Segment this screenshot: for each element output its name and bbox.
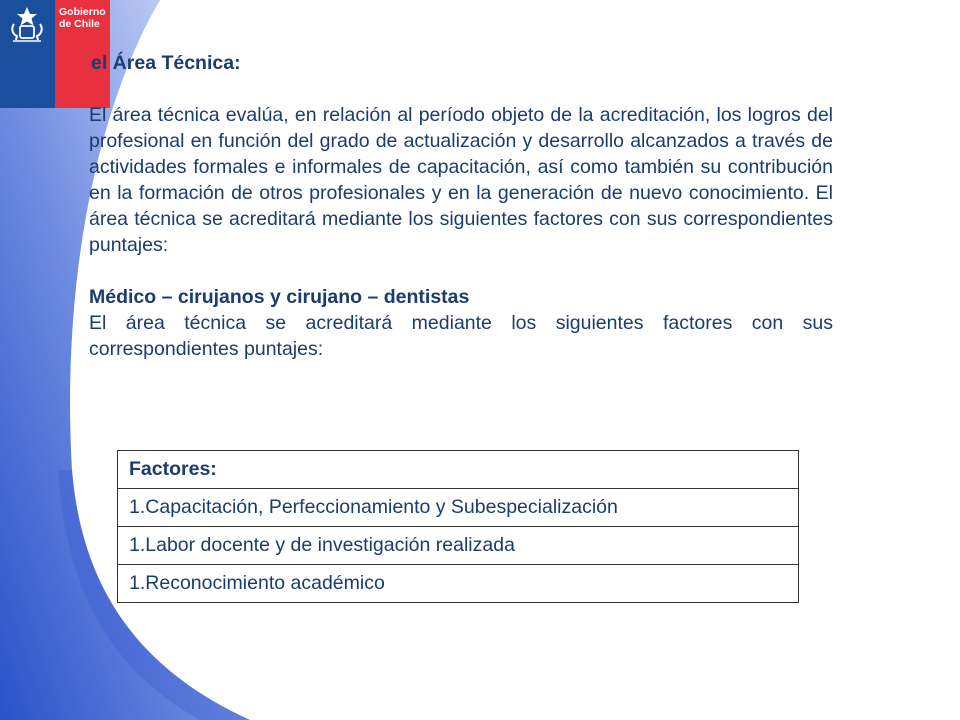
table-row bbox=[118, 489, 799, 527]
table-cell: 1.Reconocimiento académico bbox=[118, 565, 799, 603]
table-cell: 1.Capacitación, Perfeccionamiento y Subespecialización bbox=[118, 489, 799, 527]
sub-paragraph: El área técnica se acreditará mediante los siguientes factores con sus correspondientes puntajes: bbox=[89, 312, 833, 360]
coat-of-arms-icon bbox=[6, 4, 48, 44]
logo-text bbox=[59, 6, 106, 30]
logo-text-line2: de Chile bbox=[59, 18, 100, 30]
table-row bbox=[118, 527, 799, 565]
intro-paragraph: El área técnica evalúa, en relación al período objeto de la acreditación, los logros del profesional en función del grado de actualización y desarrollo alcanzados a través de actividades formales e informales de capacitación, así como también su contribución en la formación de otros profesionales y en la generación de nuevo conocimiento. El área técnica se acreditará mediante los siguientes factores con sus correspondientes puntajes: bbox=[89, 104, 833, 256]
factors-table bbox=[117, 450, 799, 603]
table-header-row bbox=[118, 451, 799, 489]
table-header-cell: Factores: bbox=[118, 451, 799, 489]
section-heading: el Área Técnica: bbox=[91, 52, 241, 74]
subheading: Médico – cirujanos y cirujano – dentistas bbox=[89, 286, 470, 308]
logo-text-line1: Gobierno bbox=[59, 6, 106, 18]
table-cell: 1.Labor docente y de investigación realizada bbox=[118, 527, 799, 565]
slide-content bbox=[89, 50, 833, 362]
table-row bbox=[118, 565, 799, 603]
